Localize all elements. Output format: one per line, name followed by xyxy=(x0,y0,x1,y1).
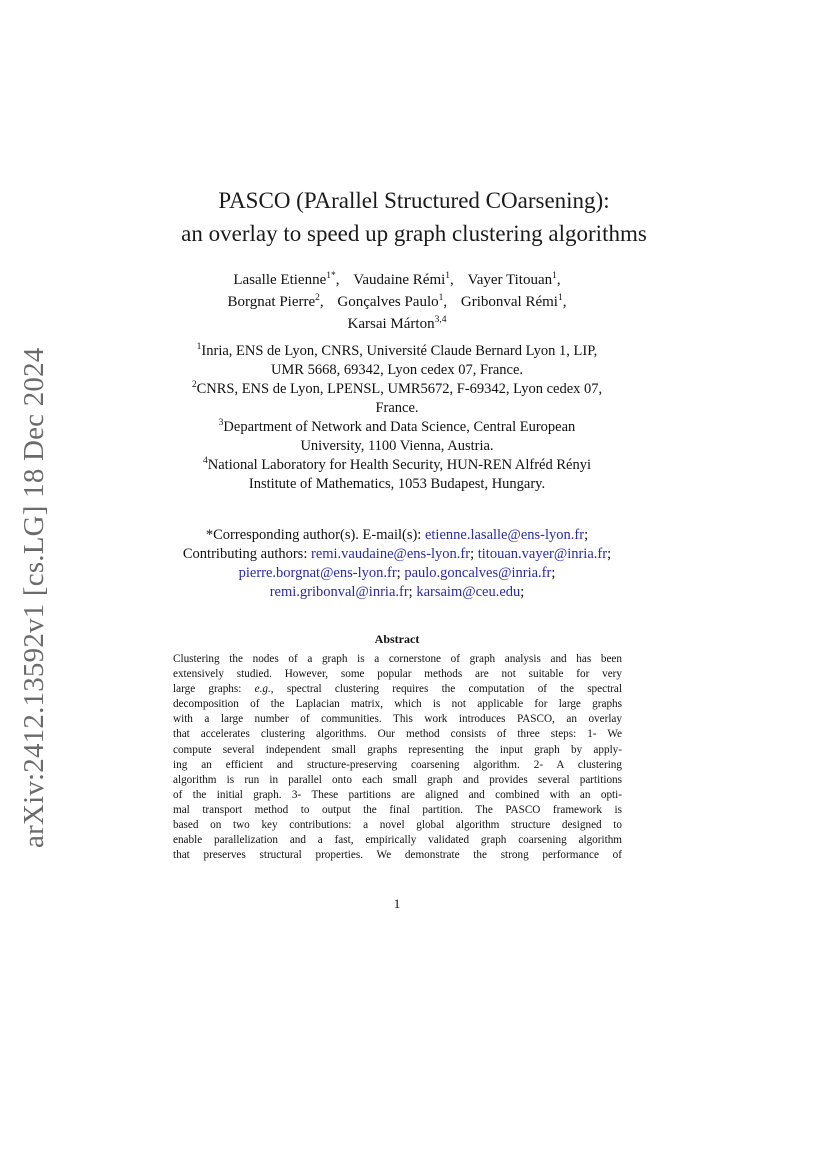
abstract-line: extensively studied. However, some popular methods are not suitable for very xyxy=(173,668,622,681)
author: Gonçalves Paulo$^1$, xyxy=(337,293,448,310)
email-link[interactable]: karsaim@ceu.edu xyxy=(416,584,521,600)
affiliation-2-cont: France. xyxy=(375,400,419,416)
author-list xyxy=(0,269,794,335)
author: Lasalle Etienne$^{1*}$, xyxy=(233,271,340,288)
abstract-line: that preserves structural properties. We demonstrate the strong performance of xyxy=(173,849,622,862)
affiliation-list xyxy=(0,342,794,494)
abstract-line: compute several independent small graphs representing the input graph by apply- xyxy=(173,743,622,756)
affiliation-3-cont: University, 1100 Vienna, Austria. xyxy=(300,438,494,454)
contact-block xyxy=(0,526,794,602)
affiliation-4-cont: Institute of Mathematics, 1053 Budapest, Hungary. xyxy=(248,476,546,492)
abstract-line: decomposition of the Laplacian matrix, which is not applicable for large graphs xyxy=(173,698,622,711)
email-link[interactable]: titouan.vayer@inria.fr xyxy=(477,546,608,562)
email-link[interactable]: remi.gribonval@inria.fr xyxy=(269,584,409,600)
author-line-3 xyxy=(0,313,794,335)
author: Borgnat Pierre$^2$, xyxy=(227,293,324,310)
author-line-2 xyxy=(0,291,794,313)
email-link[interactable]: etienne.lasalle@ens-lyon.fr xyxy=(424,527,585,543)
abstract-line: algorithm is run in parallel onto each small graph and provides several partitions xyxy=(173,773,622,786)
page-number: 1 xyxy=(393,896,401,911)
contact-line-3: pierre.borgnat@ens-lyon.fr; paulo.goncalves@inria.fr; xyxy=(238,565,556,581)
affiliation-1: $^1$Inria, ENS de Lyon, CNRS, Université Claude Bernard Lyon 1, LIP, xyxy=(196,342,598,359)
abstract-body xyxy=(173,652,622,863)
abstract-line: based on two key contributions: a novel global algorithm structure designed to xyxy=(173,819,622,832)
abstract-heading: Abstract xyxy=(374,632,420,646)
abstract-line: Clustering the nodes of a graph is a cornerstone of graph analysis and has been xyxy=(173,653,622,665)
author-line-1 xyxy=(0,269,794,291)
corresponding-author-line: *Corresponding author(s). E-mail(s): etienne.lasalle@ens-lyon.fr; xyxy=(205,527,589,543)
abstract-line: of the initial graph. 3- These partitions are aligned and combined with an opti- xyxy=(173,788,622,801)
abstract-line: ing an efficient and structure-preserving coarsening algorithm. 2- A clustering xyxy=(173,758,622,771)
contact-line-4: remi.gribonval@inria.fr; karsaim@ceu.edu; xyxy=(269,584,525,600)
abstract-line: enable parallelization and a fast, empirically validated graph coarsening algorithm xyxy=(173,834,622,847)
abstract-line: mal transport method to output the final partition. The PASCO framework is xyxy=(173,803,622,816)
abstract-line: with a large number of communities. This work introduces PASCO, an overlay xyxy=(173,713,622,726)
paper-title xyxy=(0,184,828,250)
author: Gribonval Rémi$^1$, xyxy=(460,293,567,310)
affiliation-4: $^4$National Laboratory for Health Security, HUN-REN Alfréd Rényi xyxy=(203,456,591,473)
email-link[interactable]: pierre.borgnat@ens-lyon.fr xyxy=(238,565,397,581)
abstract-line: large graphs: e.g., spectral clustering requires the computation of the spectral xyxy=(173,683,622,696)
email-link[interactable]: paulo.goncalves@inria.fr xyxy=(404,565,552,581)
author: Vayer Titouan$^1$, xyxy=(467,271,561,288)
email-link[interactable]: remi.vaudaine@ens-lyon.fr xyxy=(310,546,471,562)
arxiv-identifier: arXiv:2412.13592v1 [cs.LG] 18 Dec 2024 xyxy=(18,347,50,848)
author: Vaudaine Rémi$^1$, xyxy=(353,271,454,288)
author: Karsai Márton$^{3,4}$ xyxy=(347,315,447,332)
abstract-line: that accelerates clustering algorithms. Our method consists of three steps: 1- We xyxy=(173,728,622,741)
title-line-1: PASCO (PArallel Structured COarsening): xyxy=(218,188,610,213)
title-line-2: an overlay to speed up graph clustering algorithms xyxy=(181,221,647,246)
affiliation-2: $^2$CNRS, ENS de Lyon, LPENSL, UMR5672, F-69342, Lyon cedex 07, xyxy=(191,380,603,397)
affiliation-3: $^3$Department of Network and Data Science, Central European xyxy=(218,418,576,435)
affiliation-1-cont: UMR 5668, 69342, Lyon cedex 07, France. xyxy=(270,362,524,378)
contributing-authors-line: Contributing authors: remi.vaudaine@ens-lyon.fr; titouan.vayer@inria.fr; xyxy=(182,546,612,562)
